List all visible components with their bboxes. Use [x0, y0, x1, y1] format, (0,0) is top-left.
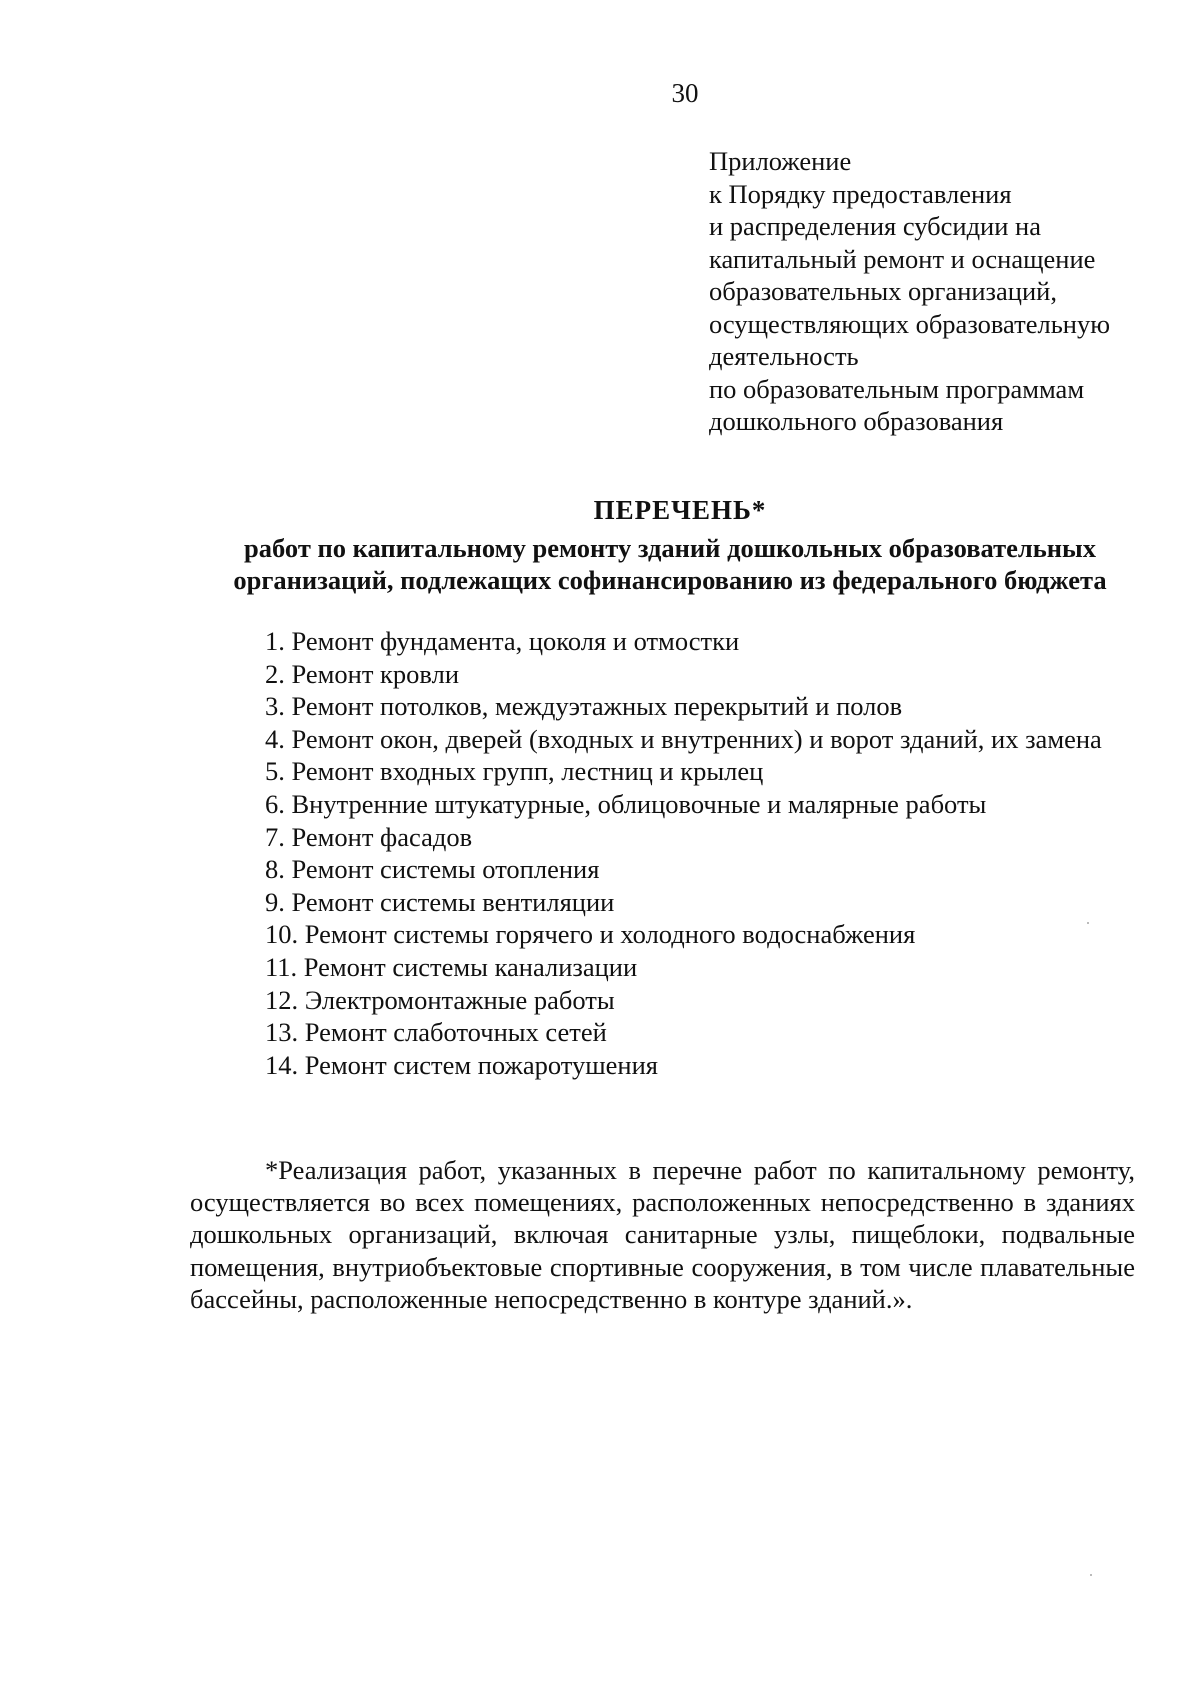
scan-speck — [1087, 922, 1089, 924]
list-item: 10. Ремонт системы горячего и холодного водоснабжения — [265, 919, 916, 950]
appendix-line: деятельность — [709, 341, 859, 371]
list-item: 12. Электромонтажные работы — [265, 984, 615, 1015]
list-item: 9. Ремонт системы вентиляции — [265, 886, 615, 917]
appendix-line: образовательных организаций, — [709, 276, 1057, 306]
list-item: 1. Ремонт фундамента, цоколя и отмостки — [265, 626, 740, 656]
page-number: 30 — [671, 78, 699, 108]
appendix-line: осуществляющих образовательную — [709, 308, 1111, 339]
list-item: 8. Ремонт системы отопления — [265, 854, 600, 885]
document-subtitle — [195, 532, 1145, 596]
list-item: 11. Ремонт системы канализации — [265, 951, 638, 982]
list-item: 5. Ремонт входных групп, лестниц и крылец — [265, 756, 764, 787]
list-item: 3. Ремонт потолков, междуэтажных перекрытий и полов — [265, 691, 903, 722]
works-list — [190, 625, 1135, 1081]
list-item: 2. Ремонт кровли — [265, 658, 460, 689]
scan-speck — [1090, 1574, 1092, 1576]
appendix-note — [709, 145, 1169, 438]
list-item: 7. Ремонт фасадов — [265, 821, 473, 852]
list-item: 4. Ремонт окон, дверей (входных и внутренних) и ворот зданий, их замена — [265, 723, 1102, 754]
footnote: *Реализация работ, указанных в перечне работ по капитальному ремонту, осуществляется во всех помещениях, расположенных непосредственно в зданиях дошкольных организаций, включая санитарные узлы, пищеблоки, подвальные помещения, внутриобъектовые спортивные сооружения, в том числе плавательные бассейны, расположенные непосредственно в контуре зданий.». — [190, 1155, 1135, 1314]
appendix-line: и распределения субсидии на — [709, 211, 1041, 241]
list-item: 14. Ремонт систем пожаротушения — [265, 1049, 658, 1080]
subtitle-line: работ по капитальному ремонту зданий дошкольных образовательных — [244, 533, 1096, 563]
appendix-line: по образовательным программам — [709, 373, 1085, 404]
document-title: ПЕРЕЧЕНЬ* — [593, 495, 767, 525]
list-item: 6. Внутренние штукатурные, облицовочные и малярные работы — [265, 788, 987, 819]
appendix-line: к Порядку предоставления — [709, 178, 1012, 209]
list-item: 13. Ремонт слаботочных сетей — [265, 1017, 607, 1048]
appendix-line: капитальный ремонт и оснащение — [709, 243, 1096, 274]
subtitle-line: организаций, подлежащих софинансированию из федерального бюджета — [233, 565, 1107, 595]
appendix-line: дошкольного образования — [709, 406, 1004, 436]
appendix-line: Приложение — [709, 146, 852, 176]
